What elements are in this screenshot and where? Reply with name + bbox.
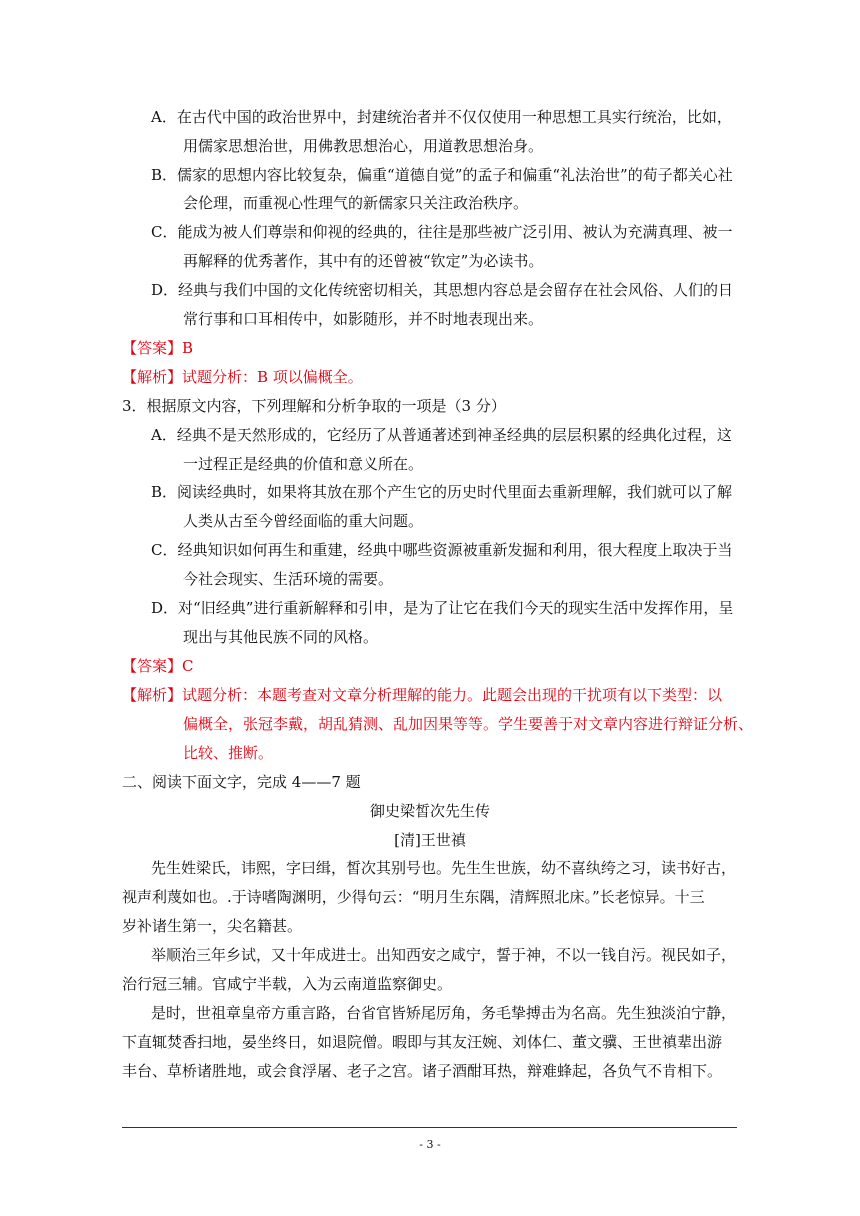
q3-option-b-line1: B．阅读经典时，如果将其放在那个产生它的历史时代里面去重新理解，我们就可以了解: [151, 483, 733, 501]
q3-stem: 3．根据原文内容，下列理解和分析争取的一项是（3 分）: [122, 397, 506, 415]
section-heading: 二、阅读下面文字，完成 4——7 题: [122, 773, 361, 791]
q3-analysis-line2: 偏概全，张冠李戴，胡乱猜测、乱加因果等等。学生要善于对文章内容进行辩证分析、: [183, 715, 754, 733]
page-number: - 3 -: [419, 1138, 441, 1151]
passage-title: 御史梁皙次先生传: [369, 802, 490, 820]
q2-option-c-line2: 再解释的优秀著作，其中有的还曾被“钦定”为必读书。: [183, 252, 544, 270]
passage-p3-line1: 是时，世祖章皇帝方重言路，台省官皆矫尾厉角，务毛挚搏击为名高。先生独淡泊宁静，: [151, 1004, 737, 1022]
q2-answer: 【答案】B: [122, 339, 194, 357]
passage-p2-line1: 举顺治三年乡试，又十年成进士。出知西安之咸宁，誓于神，不以一钱自污。视民如子，: [151, 946, 737, 964]
q2-option-d-line2: 常行事和口耳相传中，如影随形，并不时地表现出来。: [183, 310, 544, 328]
passage-p1-line2: 视声利蔑如也。.于诗嗜陶渊明，少得句云：“明月生东隅，清辉照北床。”长老惊异。十三: [122, 888, 705, 906]
q2-option-b-line2: 会伦理，而重视心性理气的新儒家只关注政治秩序。: [183, 194, 529, 212]
q3-option-b-line2: 人类从古至今曾经面临的重大问题。: [183, 512, 424, 530]
q3-analysis-line1: 【解析】试题分析：本题考查对文章分析理解的能力。此题会出现的干扰项有以下类型：以: [122, 686, 723, 704]
passage-p1-line3: 岁补诸生第一，尖名籍甚。: [122, 917, 303, 935]
q3-option-d-line1: D．对“旧经典”进行重新解释和引申，是为了让它在我们今天的现实生活中发挥作用，呈: [151, 599, 734, 617]
q3-option-a-line1: A．经典不是天然形成的，它经历了从普通著述到神圣经典的层层积累的经典化过程，这: [151, 426, 732, 444]
q2-option-b-line1: B．儒家的思想内容比较复杂，偏重“道德自觉”的孟子和偏重“礼法治世”的荀子都关心社: [151, 166, 733, 184]
passage-p3-line2: 下直辄焚香扫地，晏坐终日，如退院僧。暇即与其友汪婉、刘体仁、董文骥、王世禛辈出游: [122, 1033, 723, 1051]
q2-option-a-line2: 用儒家思想治世，用佛教思想治心，用道教思想治身。: [183, 137, 544, 155]
q2-analysis: 【解析】试题分析：B 项以偏概全。: [122, 368, 363, 386]
passage-p3-line3: 丰台、草桥诸胜地，或会食浮屠、老子之宫。诸子酒酣耳热，辩难蜂起，各负气不肯相下。: [122, 1062, 723, 1080]
passage-p2-line2: 治行冠三辅。官咸宁半载，入为云南道监察御史。: [122, 975, 453, 993]
q2-option-c-line1: C．能成为被人们尊崇和仰视的经典的，往往是那些被广泛引用、被认为充满真理、被一: [151, 223, 733, 241]
q3-option-a-line2: 一过程正是经典的价值和意义所在。: [183, 455, 424, 473]
q3-analysis-line3: 比较、推断。: [183, 744, 274, 762]
passage-author: [清]王世禛: [394, 831, 466, 849]
q2-option-a-line1: A．在古代中国的政治世界中，封建统治者并不仅仅使用一种思想工具实行统治，比如，: [151, 108, 732, 126]
footer-divider: [122, 1127, 737, 1128]
q2-option-d-line1: D．经典与我们中国的文化传统密切相关，其思想内容总是会留存在社会风俗、人们的日: [151, 281, 734, 299]
q3-option-c-line2: 今社会现实、生活环境的需要。: [183, 570, 394, 588]
q3-answer: 【答案】C: [122, 657, 194, 675]
q3-option-d-line2: 现出与其他民族不同的风格。: [183, 628, 379, 646]
passage-p1-line1: 先生姓梁氏，讳熙，字曰缉，皙次其别号也。先生生世族，幼不喜纨绔之习，读书好古，: [151, 859, 737, 877]
q3-option-c-line1: C．经典知识如何再生和重建，经典中哪些资源被重新发掘和利用，很大程度上取决于当: [151, 541, 733, 559]
